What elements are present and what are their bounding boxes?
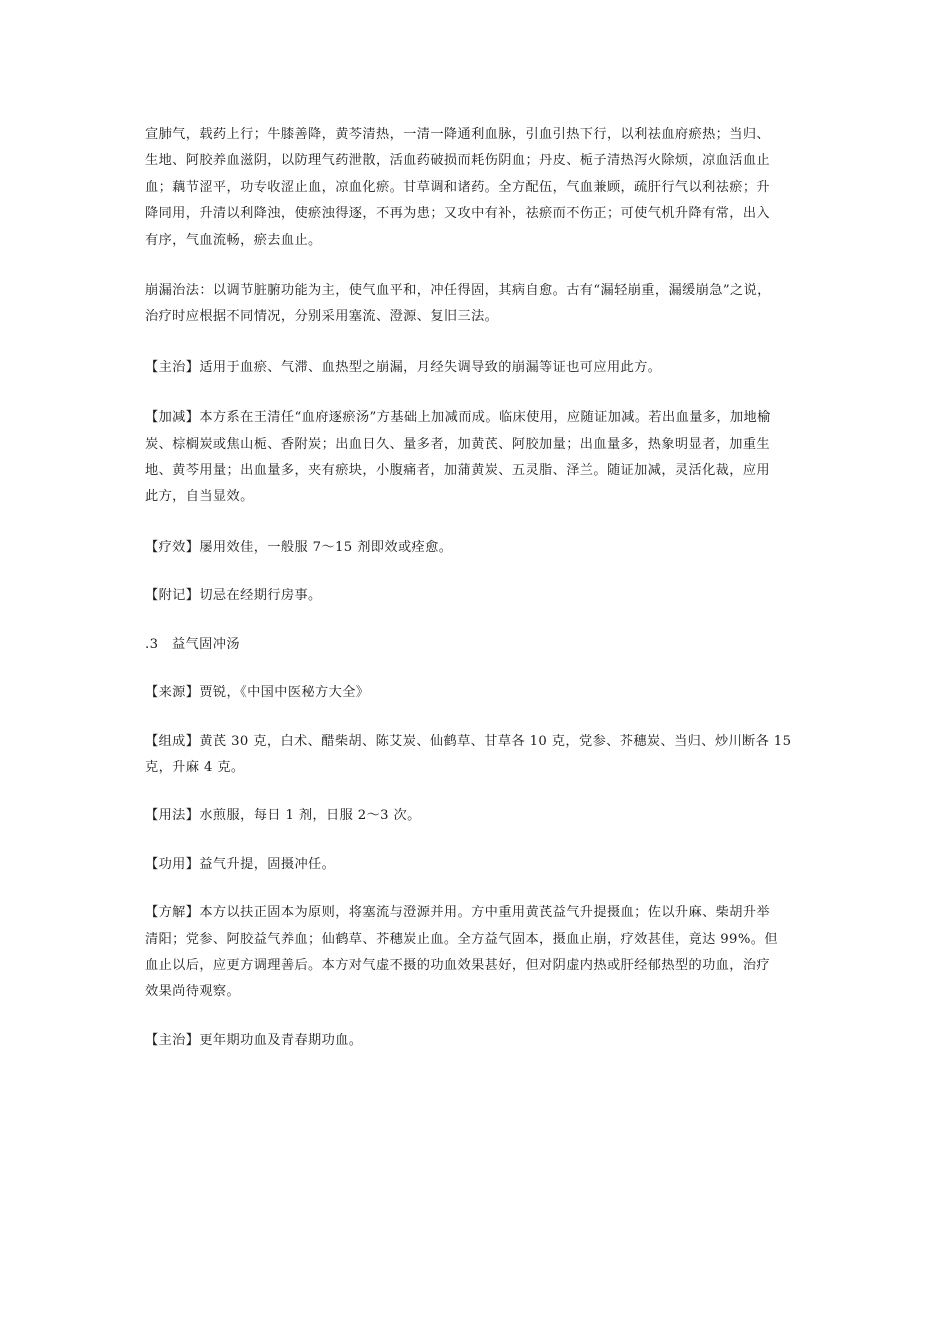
- text-line: 血；藕节涩平，功专收涩止血，凉血化瘀。甘草调和诸药。全方配伍，气血兼顾，疏肝行气以利祛瘀；升: [145, 179, 771, 195]
- paragraph-note: [145, 583, 810, 609]
- document-page: [145, 122, 810, 1054]
- paragraph-usage: [145, 803, 810, 829]
- text-line: 有序，气血流畅，瘀去血止。: [145, 232, 322, 248]
- paragraph-indications: [145, 355, 810, 381]
- text-line: 【疗效】屡用效佳，一般服 7～15 剂即效或痊愈。: [145, 539, 453, 555]
- text-line: 【来源】贾锐，《中国中医秘方大全》: [145, 685, 370, 701]
- text-line: 【功用】益气升提，固摄冲任。: [145, 856, 336, 872]
- text-line: 清阳；党参、阿胶益气养血；仙鹤草、芥穗炭止血。全方益气固本，摄血止崩，疗效甚佳，竟达 99%。但: [145, 931, 778, 947]
- text-line: 治疗时应根据不同情况，分别采用塞流、澄源、复旧三法。: [145, 309, 499, 325]
- text-line: 【主治】适用于血瘀、气滞、血热型之崩漏，月经失调导致的崩漏等证也可应用此方。: [145, 359, 662, 375]
- text-line: 【组成】黄芪 30 克，白术、醋柴胡、陈艾炭、仙鹤草、甘草各 10 克，党参、芥穗炭、当归、炒川断各 15: [145, 733, 792, 749]
- text-line: 生地、阿胶养血滋阴，以防理气药泄散，活血药破损而耗伤阴血；丹皮、栀子清热泻火除烦，凉血活血止: [145, 153, 771, 169]
- paragraph-modifications: [145, 405, 810, 511]
- paragraph-formula-explanation: [145, 900, 810, 1006]
- text-line: 血止以后，应更方调理善后。本方对气虚不摄的功血效果甚好，但对阴虚内热或肝经郁热型的功血，治疗: [145, 957, 771, 973]
- paragraph-composition: [145, 729, 810, 782]
- text-line: .3 益气固冲汤: [145, 636, 240, 652]
- text-line: 炭、棕榈炭或焦山栀、香附炭；出血日久、量多者，加黄芪、阿胶加量；出血量多，热象明显者，加重生: [145, 436, 771, 452]
- text-line: 效果尚待观察。: [145, 984, 241, 1000]
- paragraph-formula-explanation-continued: [145, 122, 810, 254]
- text-line: 此方，自当显效。: [145, 489, 254, 505]
- paragraph-efficacy: [145, 535, 810, 561]
- section-heading: [145, 632, 810, 658]
- text-line: 宣肺气，载药上行；牛膝善降，黄芩清热，一清一降通利血脉，引血引热下行，以利祛血府瘀热；当归、: [145, 127, 771, 142]
- paragraph-treatment-method: [145, 278, 810, 331]
- text-line: 【方解】本方以扶正固本为原则，将塞流与澄源并用。方中重用黄芪益气升提摄血；佐以升麻、柴胡升举: [145, 905, 771, 921]
- text-line: 崩漏治法：以调节脏腑功能为主，使气血平和，冲任得固，其病自愈。古有“漏轻崩重，漏缓崩急”之说，: [145, 283, 771, 299]
- text-line: 【主治】更年期功血及青春期功血。: [145, 1032, 363, 1048]
- paragraph-source: [145, 680, 810, 706]
- text-line: 克，升麻 4 克。: [145, 759, 245, 775]
- text-line: 【用法】水煎服，每日 1 剂，日服 2～3 次。: [145, 808, 421, 824]
- text-line: 【加减】本方系在王清任“血府逐瘀汤”方基础上加减而成。临床使用，应随证加减。若出血量多，加地榆: [145, 410, 771, 426]
- paragraph-indications-2: [145, 1028, 810, 1054]
- text-line: 【附记】切忌在经期行房事。: [145, 588, 322, 604]
- text-line: 地、黄芩用量；出血量多，夹有瘀块，小腹痛者，加蒲黄炭、五灵脂、泽兰。随证加减，灵活化裁，应用: [145, 463, 771, 479]
- paragraph-function: [145, 852, 810, 878]
- text-line: 降同用，升清以利降浊，使瘀浊得逐，不再为患；又攻中有补，祛瘀而不伤正；可使气机升降有常，出入: [145, 206, 771, 222]
